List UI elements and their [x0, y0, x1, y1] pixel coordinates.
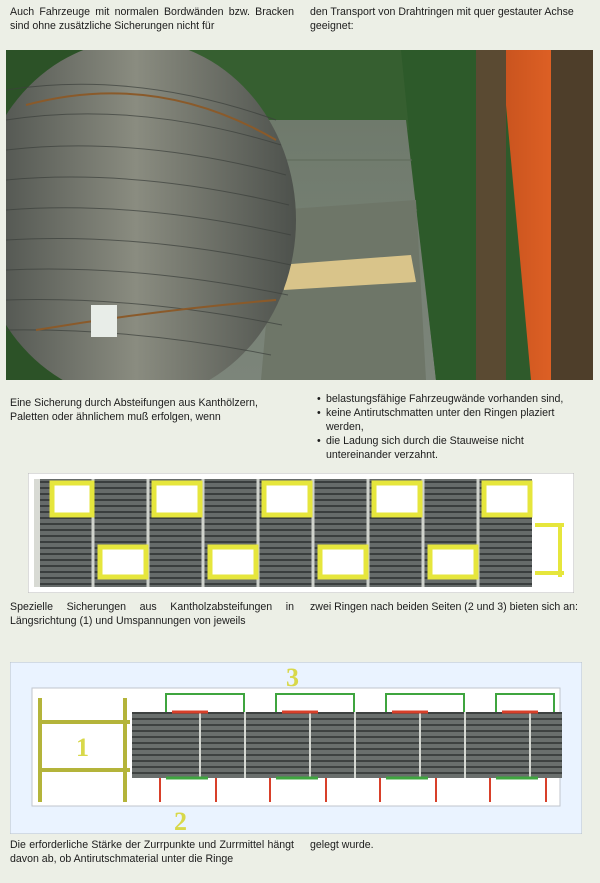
- section4-right-text: gelegt wurde.: [310, 839, 374, 851]
- label-3: 3: [286, 663, 299, 692]
- label-2: 2: [174, 807, 187, 834]
- label-1: 1: [76, 733, 89, 762]
- intro-right-text: den Transport von Drahtringen mit quer gestauter Achse geeignet:: [310, 6, 574, 32]
- section3-right-text: zwei Ringen nach beiden Seiten (2 und 3) bieten sich an:: [310, 601, 578, 613]
- section4-left-text: Die erforderliche Stärke der Zurrpunkte und Zurrmittel hängt davon ab, ob Antirutschmaterial unter die Ringe: [10, 839, 294, 865]
- bullet-item: • keine Antirutschmatten unter den Ringen plaziert werden,: [317, 406, 587, 434]
- section3-left-text: Spezielle Sicherungen aus Kantholzabsteifungen in Längsrichtung (1) und Umspannungen von jeweils: [10, 601, 294, 627]
- section2-bullets: [317, 392, 587, 462]
- diagram-top-view-staggered: [28, 473, 574, 593]
- diagram-lashing-plan: [10, 662, 582, 834]
- bullet-item: • die Ladung sich durch die Stauweise nicht untereinander verzahnt.: [317, 434, 587, 462]
- bullet-item: • belastungsfähige Fahrzeugwände vorhanden sind,: [317, 392, 587, 406]
- intro-left-text: Auch Fahrzeuge mit normalen Bordwänden bzw. Bracken sind ohne zusätzliche Sicherungen nicht für: [10, 6, 294, 32]
- section2-left-text: Eine Sicherung durch Absteifungen aus Kanthölzern, Paletten oder ähnlichem muß erfolgen, wenn: [10, 397, 258, 423]
- wire-coil-photo: [6, 50, 593, 380]
